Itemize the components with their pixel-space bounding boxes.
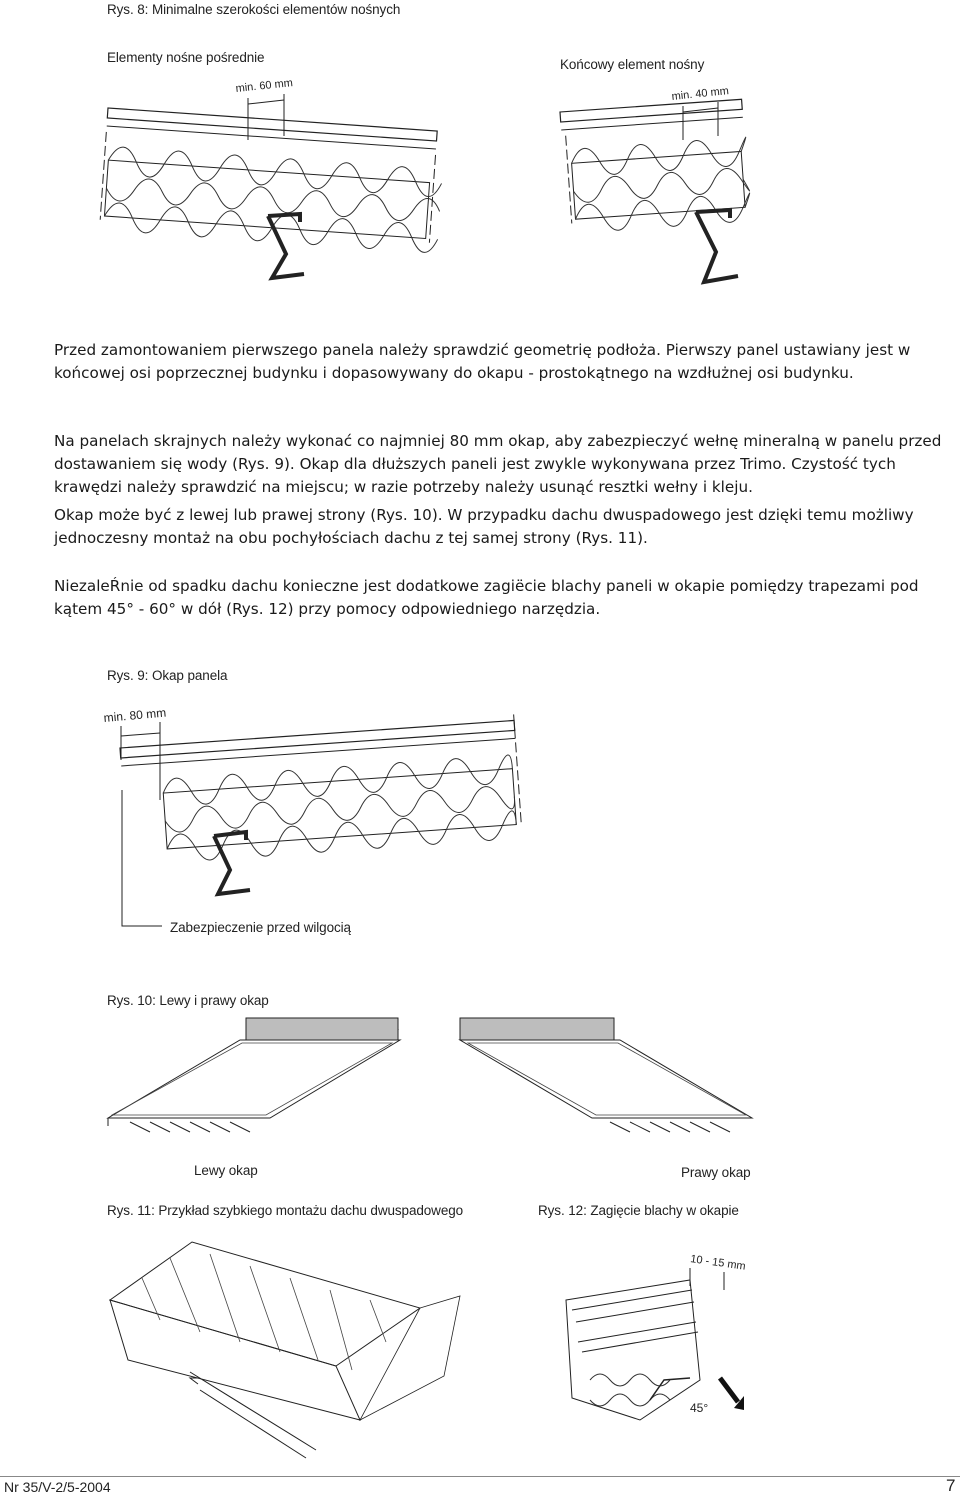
fig10-right-label: Prawy okap (681, 1165, 751, 1180)
footer-rule (0, 1476, 960, 1477)
fig12-detail (566, 1268, 744, 1420)
fig8-caption: Rys. 8: Minimalne szerokości elementów nośnych (107, 2, 401, 17)
fig11-roof (110, 1242, 460, 1458)
paragraph-geometry: Przed zamontowaniem pierwszego panela należy sprawdzić geometrię podłoża. Pierwszy panel ustawiany jest w końcowej osi poprzecznej budynku i dopasowywany do okapu - prostokątnego na wzdłużnej osi budynku. (54, 341, 911, 382)
footer-doc-number: Nr 35/V-2/5-2004 (4, 1479, 111, 1495)
paragraph-bending: NiezaleŔnie od spadku dachu konieczne jest dodatkowe zagiëcie blachy paneli w okapie pomiędzy trapezami pod kątem 45° - 60° w dół (Rys. 12) przy pomocy odpowiedniego narzędzia. (54, 577, 919, 618)
fig9-callout-label: Zabezpieczenie przed wilgocią (170, 920, 351, 935)
fig12-angle: 45° (690, 1401, 709, 1415)
fig10-caption: Rys. 10: Lewy i prawy okap (107, 993, 269, 1008)
fig12-dim: 10 - 15 mm (689, 1253, 747, 1273)
fig9-caption: Rys. 9: Okap panela (107, 668, 228, 683)
fig11-caption: Rys. 11: Przykład szybkiego montażu dachu dwuspadowego (107, 1203, 464, 1218)
fig9-dim: min. 80 mm (103, 705, 167, 725)
paragraph-eaves: Na panelach skrajnych należy wykonać co najmniej 80 mm okap, aby zabezpieczyć wełnę mineralną w panelu przed dostawaniem się wody (Rys. 9). Okap dla dłuższych paneli jest zwykle wykonywana przez Trimo. Czystość tych krawędzi należy sprawdzić na miejscu; w razie potrzeby należy usunąć resztki wełny i kleju. (54, 432, 942, 496)
paragraph-sides: Okap może być z lewej lub prawej strony (Rys. 10). W przypadku dachu dwuspadowego jest dzięki temu możliwy jednoczesny montaż na obu pochyłościach dachu z tej samej strony (Rys. 11). (54, 506, 914, 547)
fig8-right-dim: min. 40 mm (671, 85, 730, 103)
fig8-label-intermediate: Elementy nośne pośrednie (107, 50, 265, 65)
fig8-label-end: Końcowy element nośny (560, 57, 705, 72)
footer-page-number: 7 (946, 1476, 956, 1495)
fig8-left-dim: min. 60 mm (235, 77, 294, 95)
fig10-left-label: Lewy okap (194, 1163, 258, 1178)
fig12-caption: Rys. 12: Zagięcie blachy w okapie (538, 1203, 739, 1218)
